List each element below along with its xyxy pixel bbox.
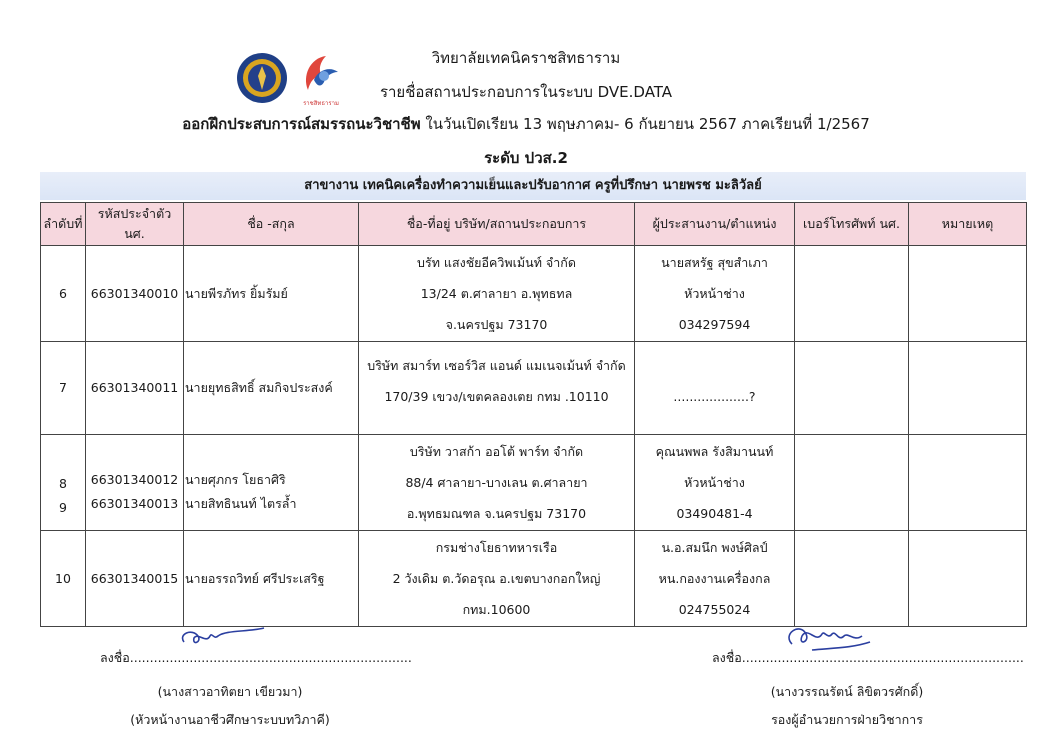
note-cell	[909, 246, 1027, 342]
company-cell	[359, 531, 635, 627]
phone-cell	[795, 246, 909, 342]
col-header-name: ชื่อ -สกุล	[184, 203, 359, 246]
left-signature-mark	[178, 624, 268, 652]
left-signer-title: (หัวหน้างานอาชีวศึกษาระบบทวิภาคี)	[130, 712, 330, 727]
name-cell	[184, 246, 359, 342]
col-header-code: รหัสประจำตัว นศ.	[86, 203, 184, 246]
student-code: 66301340012	[90, 472, 179, 487]
left-signer-name: (นางสาวอาทิตยา เขียวมา)	[157, 684, 303, 699]
seq-value: 9	[59, 500, 67, 515]
phone-cell	[795, 435, 909, 531]
seq-cell	[41, 531, 86, 627]
code-cell	[86, 246, 184, 342]
seq-value: 8	[59, 476, 67, 491]
contact-line: 024755024	[678, 602, 751, 617]
student-name: นายสิทธินนท์ ไตรล้ำ	[185, 496, 297, 511]
table-row	[41, 531, 1027, 627]
student-code: 66301340010	[90, 285, 179, 301]
contact-line: หัวหน้าช่าง	[684, 286, 745, 301]
left-signature-line: ลงชื่อ.......................................................................	[100, 650, 412, 665]
student-name: นายยุทธสิทธิ์ สมกิจประสงค์	[185, 380, 333, 395]
student-code: 66301340015	[90, 570, 179, 586]
company-line: จ.นครปฐม 73170	[445, 317, 548, 332]
level-title: ระดับ ปวส.2	[484, 149, 568, 167]
name-cell	[184, 531, 359, 627]
contact-cell	[635, 342, 795, 435]
right-signer-title: รองผู้อำนวยการฝ่ายวิชาการ	[771, 712, 923, 727]
company-line: บริษัท วาสก้า ออโต้ พาร์ท จำกัด	[409, 444, 584, 459]
student-code: 66301340013	[90, 496, 179, 511]
company-cell	[359, 435, 635, 531]
contact-cell	[635, 435, 795, 531]
right-signature-block	[712, 628, 1024, 730]
code-cell	[86, 435, 184, 531]
list-title: รายชื่อสถานประกอบการในระบบ DVE.DATA	[379, 83, 673, 101]
program-title-bold: ออกฝึกประสบการณ์สมรรถนะวิชาชีพ	[182, 115, 421, 133]
right-signature-line: ลงชื่อ.......................................................................	[712, 650, 1024, 665]
company-table	[40, 202, 1027, 627]
student-name: นายอรรถวิทย์ ศรีประเสริฐ	[185, 570, 325, 586]
student-code: 66301340011	[90, 380, 179, 395]
company-line: อ.พุทธมณฑล จ.นครปฐม 73170	[406, 506, 587, 521]
right-signature-mark	[782, 620, 872, 654]
student-name: นายพีรภัทร ยิ้มรัมย์	[185, 285, 288, 301]
col-header-seq: ลำดับที่	[41, 203, 86, 246]
seq-cell	[41, 246, 86, 342]
company-line: 2 วังเดิม ต.วัดอรุณ อ.เขตบางกอกใหญ่	[392, 571, 601, 586]
company-line: 88/4 ศาลายา-บางเลน ต.ศาลายา	[405, 475, 588, 490]
company-line: กทม.10600	[462, 602, 531, 617]
contact-line: ...................?	[673, 389, 756, 404]
phone-cell	[795, 342, 909, 435]
contact-line: หน.กองงานเครื่องกล	[658, 571, 771, 586]
logo-caption: ราชสิทธาราม	[303, 100, 339, 107]
contact-line: คุณนพพล รังสิมานนท์	[655, 444, 774, 459]
code-cell	[86, 531, 184, 627]
note-cell	[909, 435, 1027, 531]
name-cell	[184, 435, 359, 531]
company-line: กรมช่างโยธาทหารเรือ	[435, 540, 558, 555]
company-line: บริษัท สมาร์ท เซอร์วิส แอนด์ แมเนจเม้นท์ จำกัด	[367, 358, 626, 373]
department-band: สาขางาน เทคนิคเครื่องทำความเย็นและปรับอากาศ ครูที่ปรึกษา นายพรช มะลิวัลย์	[40, 172, 1026, 200]
program-title	[0, 112, 1052, 136]
seq-cell	[41, 342, 86, 435]
table-row	[41, 342, 1027, 435]
table-header-row	[41, 203, 1027, 246]
contact-line: 03490481-4	[676, 506, 753, 521]
table-row	[41, 435, 1027, 531]
seq-value: 7	[59, 380, 67, 395]
phone-cell	[795, 531, 909, 627]
college-name: วิทยาลัยเทคนิคราชสิทธาราม	[431, 49, 621, 67]
contact-line: 034297594	[678, 317, 751, 332]
company-line: 170/39 เขวง/เขตคลองเตย กทม .10110	[384, 389, 609, 404]
contact-line: หัวหน้าช่าง	[684, 475, 745, 490]
company-line: 13/24 ต.ศาลายา อ.พุทธทล	[420, 286, 573, 301]
contact-line	[636, 350, 793, 381]
col-header-company: ชื่อ-ที่อยู่ บริษัท/สถานประกอบการ	[359, 203, 635, 246]
left-signature-block	[100, 628, 412, 730]
company-line: บรัท แสงชัยอีควิพเม้นท์ จำกัด	[417, 255, 576, 270]
table-row	[41, 246, 1027, 342]
company-cell	[359, 342, 635, 435]
name-cell	[184, 342, 359, 435]
contact-line: น.อ.สมนึก พงษ์ศิลป์	[661, 540, 768, 555]
seq-cell	[41, 435, 86, 531]
program-title-rest: ในวันเปิดเรียน 13 พฤษภาคม- 6 กันยายน 2567 ภาคเรียนที่ 1/2567	[420, 115, 870, 133]
note-cell	[909, 342, 1027, 435]
contact-line: นายสหรัฐ สุขสำเภา	[661, 255, 768, 270]
right-signer-name: (นางวรรณรัตน์ ลิขิตวรศักดิ์)	[770, 684, 924, 699]
seq-value: 6	[59, 285, 67, 301]
col-header-note: หมายเหตุ	[909, 203, 1027, 246]
company-cell	[359, 246, 635, 342]
student-name: นายศุภกร โยธาศิริ	[185, 472, 286, 487]
col-header-contact: ผู้ประสานงาน/ตำแหน่ง	[635, 203, 795, 246]
note-cell	[909, 531, 1027, 627]
contact-cell	[635, 531, 795, 627]
seq-value: 10	[55, 570, 71, 586]
contact-cell	[635, 246, 795, 342]
col-header-phone: เบอร์โทรศัพท์ นศ.	[795, 203, 909, 246]
code-cell	[86, 342, 184, 435]
